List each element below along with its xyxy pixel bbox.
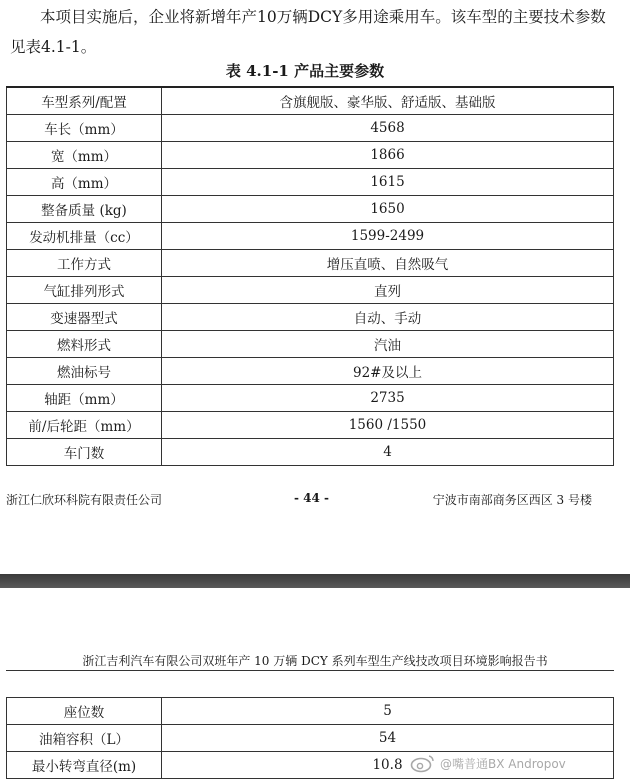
- page-divider: [0, 574, 630, 588]
- param-value: 2735: [162, 385, 614, 412]
- table-row: [7, 196, 614, 223]
- table-row: [7, 304, 614, 331]
- next-page-header: 浙江吉利汽车有限公司双班年产 10 万辆 DCY 系列车型生产线技改项目环境影响报告书: [82, 654, 548, 668]
- table-row: [7, 725, 614, 752]
- table-row: [7, 439, 614, 466]
- param-label: 气缸排列形式: [7, 277, 162, 304]
- table-row: [7, 142, 614, 169]
- table-row: [7, 331, 614, 358]
- watermark: [410, 752, 566, 774]
- table-row: [7, 250, 614, 277]
- table-row: [7, 169, 614, 196]
- param-value: 含旗舰版、豪华版、舒适版、基础版: [162, 87, 614, 115]
- param-label: 工作方式: [7, 250, 162, 277]
- param-value: 增压直喷、自然吸气: [162, 250, 614, 277]
- footer-page-number: - 44 -: [294, 491, 330, 505]
- param-value: 4: [162, 439, 614, 466]
- footer-address: 宁波市南部商务区西区 3 号楼: [432, 493, 592, 507]
- param-value: 92#及以上: [162, 358, 614, 385]
- params-table: [6, 86, 614, 466]
- table-row: [7, 412, 614, 439]
- param-value: 1599-2499: [162, 223, 614, 250]
- param-label: 油箱容积（L）: [7, 725, 162, 752]
- weibo-icon: [410, 753, 436, 773]
- param-value: 5: [162, 698, 614, 725]
- param-value: 1615: [162, 169, 614, 196]
- param-value: 1866: [162, 142, 614, 169]
- param-label: 轴距（mm）: [7, 385, 162, 412]
- header-rule: [6, 670, 614, 671]
- table-row: [7, 385, 614, 412]
- param-label: 发动机排量（cc）: [7, 223, 162, 250]
- param-value: 4568: [162, 115, 614, 142]
- param-label: 车型系列/配置: [7, 87, 162, 115]
- param-label: 车长（mm）: [7, 115, 162, 142]
- param-label: 最小转弯直径(m): [7, 752, 162, 779]
- param-label: 前/后轮距（mm）: [7, 412, 162, 439]
- param-value: 1650: [162, 196, 614, 223]
- param-value: 10.8: [162, 752, 614, 779]
- param-label: 宽（mm）: [7, 142, 162, 169]
- table-row: [7, 115, 614, 142]
- param-label: 高（mm）: [7, 169, 162, 196]
- param-value: 1560 /1550: [162, 412, 614, 439]
- param-value: 自动、手动: [162, 304, 614, 331]
- param-value: 54: [162, 725, 614, 752]
- param-label: 车门数: [7, 439, 162, 466]
- table-row: [7, 87, 614, 115]
- table-row: [7, 698, 614, 725]
- footer-company: 浙江仁欣环科院有限责任公司: [6, 493, 163, 507]
- param-label: 燃料形式: [7, 331, 162, 358]
- param-label: 座位数: [7, 698, 162, 725]
- param-label: 燃油标号: [7, 358, 162, 385]
- param-label: 变速器型式: [7, 304, 162, 331]
- intro-paragraph: 本项目实施后，企业将新增年产10万辆DCY多用途乘用车。该车型的主要技术参数见表4.1-1。: [10, 8, 606, 56]
- table-row: [7, 358, 614, 385]
- table-title: 表 4.1-1 产品主要参数: [225, 62, 385, 80]
- table-row: [7, 223, 614, 250]
- table-row: [7, 277, 614, 304]
- param-label: 整备质量 (kg): [7, 196, 162, 223]
- param-value: 直列: [162, 277, 614, 304]
- watermark-text: @嘴普通BX Andropov: [440, 756, 566, 771]
- param-value: 汽油: [162, 331, 614, 358]
